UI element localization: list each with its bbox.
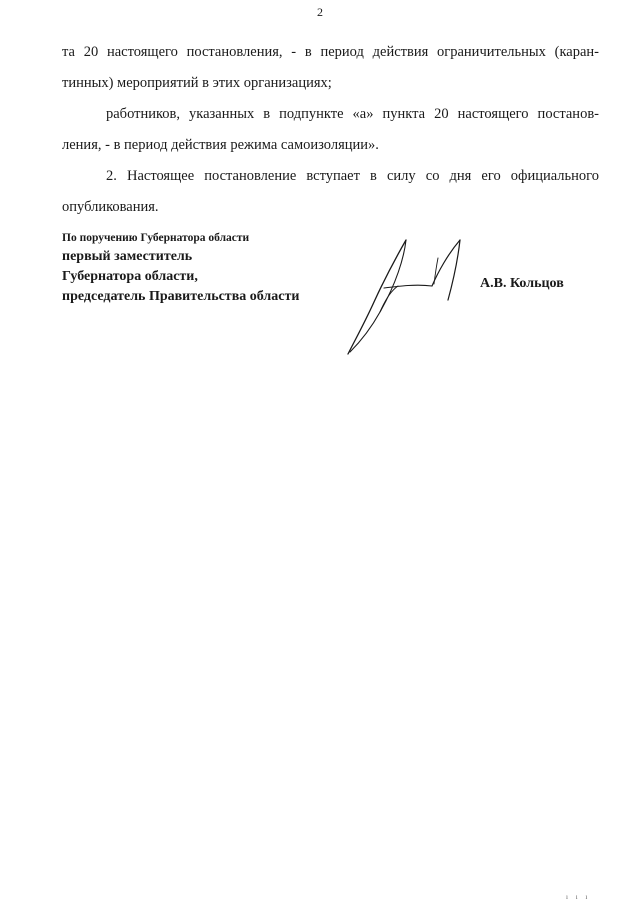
position-line-2: Губернатора области, [62,269,198,284]
scan-footer-mark: ı ı ı [566,893,591,901]
instruction-line: По поручению Губернатора области [62,232,250,244]
paragraph-1-line-2: тинных) мероприятий в этих организациях; [62,75,332,91]
paragraph-3-line-1: 2. Настоящее постановление вступает в силу со дня его официального [106,168,599,184]
handwritten-signature [340,228,490,358]
position-line-3: председатель Правительства области [62,289,300,304]
paragraph-2-line-1: работников, указанных в подпункте «а» пункта 20 настоящего постанов- [106,106,599,122]
page-number: 2 [317,5,323,19]
signatory-block [62,229,299,307]
position-line-1: первый заместитель [62,249,193,264]
body-text [62,37,599,223]
paragraph-1-line-1: та 20 настоящего постановления, - в период действия ограничительных (каран- [62,44,599,60]
paragraph-2-line-2: ления, - в период действия режима самоизоляции». [62,137,379,153]
signer-name: А.В. Кольцов [480,276,564,291]
paragraph-3-line-2: опубликования. [62,199,159,215]
